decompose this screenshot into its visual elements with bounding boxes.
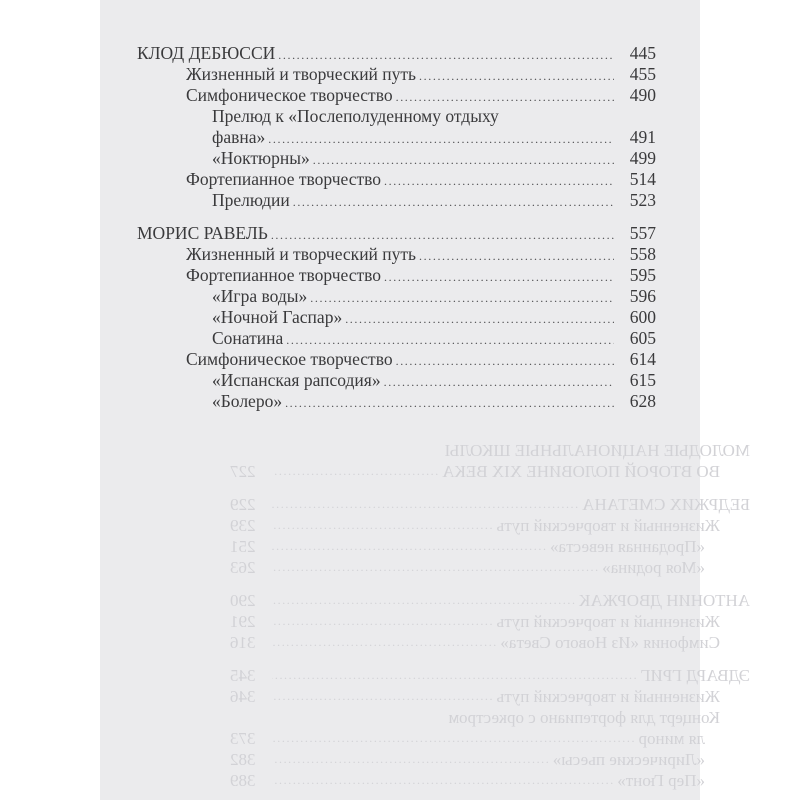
ghost-page: 316 <box>230 633 256 652</box>
toc-entry-page: 523 <box>629 190 656 210</box>
toc-entry[interactable] <box>137 64 656 85</box>
ghost-page <box>230 440 268 461</box>
toc-entry-title: Жизненный и творческий путь <box>186 64 417 84</box>
toc-entry[interactable] <box>137 244 656 265</box>
toc-entry-page: 614 <box>629 349 656 369</box>
toc-entry-title: Прелюдии <box>212 190 290 210</box>
toc-entry[interactable] <box>137 85 656 106</box>
ghost-leader <box>272 686 493 707</box>
toc-entry-title: МОРИС РАВЕЛЬ <box>137 223 268 243</box>
ghost-line <box>230 590 750 611</box>
toc-entry[interactable] <box>137 349 656 370</box>
ghost-page: 291 <box>230 612 256 631</box>
ghost-leader <box>272 770 613 791</box>
toc-entry[interactable] <box>137 391 656 412</box>
ghost-leader <box>272 590 575 611</box>
toc-entry-page: 615 <box>629 370 656 390</box>
dot-leader <box>384 267 614 288</box>
toc-entry-title: Симфоническое творчество <box>186 349 393 369</box>
dot-leader <box>268 129 614 150</box>
ghost-page: 389 <box>230 771 256 790</box>
ghost-line <box>230 461 750 482</box>
toc-entry[interactable] <box>137 286 656 307</box>
ghost-title: «Моя родина» <box>602 558 705 577</box>
toc-entry[interactable] <box>137 190 656 211</box>
toc-entry-title: Прелюд к «Послеполуденному отдыху <box>212 106 499 126</box>
toc-entry-title: «Ноктюрны» <box>212 148 310 168</box>
toc-entry-title: Жизненный и творческий путь <box>186 244 417 264</box>
ghost-title: Концерт для фортепиано с оркестром <box>448 708 720 727</box>
toc-entry-debussy[interactable] <box>137 43 656 64</box>
dot-leader <box>313 150 614 171</box>
toc-entry-page: 491 <box>629 127 656 147</box>
ghost-title: Жизненный и творческий путь <box>496 687 720 706</box>
toc-entry[interactable] <box>137 328 656 349</box>
toc-entry[interactable] <box>137 148 656 169</box>
toc-entry-page: 490 <box>629 85 656 105</box>
ghost-leader <box>272 515 493 536</box>
toc-entry-page: 558 <box>629 244 656 264</box>
ghost-title: БЕДРЖИХ СМЕТАНА <box>582 495 750 514</box>
book-page <box>100 0 750 800</box>
ghost-title: «Лирические пьесы» <box>552 750 705 769</box>
ghost-title: Жизненный и творческий путь <box>496 612 720 631</box>
ghost-title: АНТОНИН ДВОРЖАК <box>579 591 750 610</box>
ghost-page: 345 <box>230 666 256 685</box>
ghost-title: ля минор <box>638 729 705 748</box>
ghost-page: 229 <box>230 495 256 514</box>
toc-entry[interactable] <box>137 265 656 286</box>
ghost-leader <box>272 665 637 686</box>
toc-entry-page: 628 <box>629 391 656 411</box>
toc-entry-title: «Болеро» <box>212 391 283 411</box>
ghost-title: ВО ВТОРОЙ ПОЛОВИНЕ XIX ВЕКА <box>442 462 720 481</box>
toc-entry[interactable] <box>137 127 656 148</box>
dot-leader <box>293 192 614 213</box>
ghost-line <box>230 665 750 686</box>
ghost-leader <box>272 707 445 728</box>
ghost-page: 382 <box>230 750 256 769</box>
dot-leader <box>345 309 614 330</box>
toc-entry[interactable] <box>137 370 656 391</box>
show-through-text <box>230 440 750 800</box>
toc-entry-title: Фортепианное творчество <box>186 265 382 285</box>
toc-entry-page: 600 <box>629 307 656 327</box>
dot-leader <box>384 171 614 192</box>
dot-leader <box>419 66 614 87</box>
toc-entry-page: 455 <box>629 64 656 84</box>
toc-entry-page: 499 <box>629 148 656 168</box>
ghost-title: Симфония «Из Нового Света» <box>500 633 720 652</box>
ghost-line <box>230 686 750 707</box>
dot-leader <box>278 45 614 66</box>
ghost-leader <box>272 536 546 557</box>
toc-entry-title: «Игра воды» <box>212 286 308 306</box>
ghost-title: «Проданная невеста» <box>549 537 705 556</box>
toc-entry-title: Фортепианное творчество <box>186 169 382 189</box>
ghost-line <box>230 557 750 578</box>
ghost-line <box>230 515 750 536</box>
toc-entry-page: 595 <box>629 265 656 285</box>
ghost-title: Жизненный и творческий путь <box>496 516 720 535</box>
dot-leader <box>396 87 614 108</box>
ghost-line <box>230 770 750 791</box>
ghost-leader <box>272 557 598 578</box>
toc-entry-continued[interactable] <box>137 106 656 127</box>
ghost-title: «Пер Гюнт» <box>617 771 705 790</box>
ghost-line <box>230 707 750 728</box>
ghost-leader <box>272 728 634 749</box>
toc-entry-page: 514 <box>629 169 656 189</box>
dot-leader <box>285 393 614 414</box>
ghost-title: ЭДВАРД ГРИГ <box>640 666 750 685</box>
toc-entry-title: Сонатина <box>212 328 284 348</box>
toc-entry-title: «Испанская рапсодия» <box>212 370 381 390</box>
ghost-line <box>230 611 750 632</box>
toc-entry-page: 596 <box>629 286 656 306</box>
ghost-leader <box>272 632 496 653</box>
toc-entry-title: фавна» <box>212 127 266 147</box>
ghost-line <box>230 632 750 653</box>
dot-leader <box>310 288 614 309</box>
toc-entry-title: Симфоническое творчество <box>186 85 393 105</box>
ghost-line <box>230 749 750 770</box>
ghost-line <box>230 440 750 461</box>
toc-entry-page: 445 <box>629 43 656 63</box>
toc-entry-page: 605 <box>629 328 656 348</box>
ghost-page: 373 <box>230 729 256 748</box>
toc-entry-title: КЛОД ДЕБЮССИ <box>137 43 276 63</box>
ghost-page: 290 <box>230 591 256 610</box>
ghost-page: 227 <box>230 462 256 481</box>
toc-entry-ravel[interactable] <box>137 223 656 244</box>
table-of-contents <box>137 43 656 412</box>
ghost-page: 251 <box>230 537 256 556</box>
dot-leader <box>419 246 614 267</box>
dot-leader <box>396 351 614 372</box>
toc-entry[interactable] <box>137 307 656 328</box>
ghost-line <box>230 536 750 557</box>
ghost-line <box>230 728 750 749</box>
dot-leader <box>384 372 614 393</box>
ghost-leader <box>272 440 441 461</box>
toc-entry-page: 557 <box>629 223 656 243</box>
dot-leader <box>271 225 614 246</box>
ghost-leader <box>272 461 438 482</box>
ghost-line <box>230 494 750 515</box>
ghost-page <box>230 707 268 728</box>
ghost-page: 263 <box>230 558 256 577</box>
ghost-page: 239 <box>230 516 256 535</box>
ghost-leader <box>272 749 549 770</box>
ghost-page: 346 <box>230 687 256 706</box>
ghost-leader <box>272 494 578 515</box>
toc-entry-title: «Ночной Гаспар» <box>212 307 343 327</box>
ghost-title: МОЛОДЫЕ НАЦИОНАЛЬНЫЕ ШКОЛЫ <box>444 441 750 460</box>
dot-leader <box>286 330 614 351</box>
ghost-leader <box>272 611 493 632</box>
toc-entry[interactable] <box>137 169 656 190</box>
